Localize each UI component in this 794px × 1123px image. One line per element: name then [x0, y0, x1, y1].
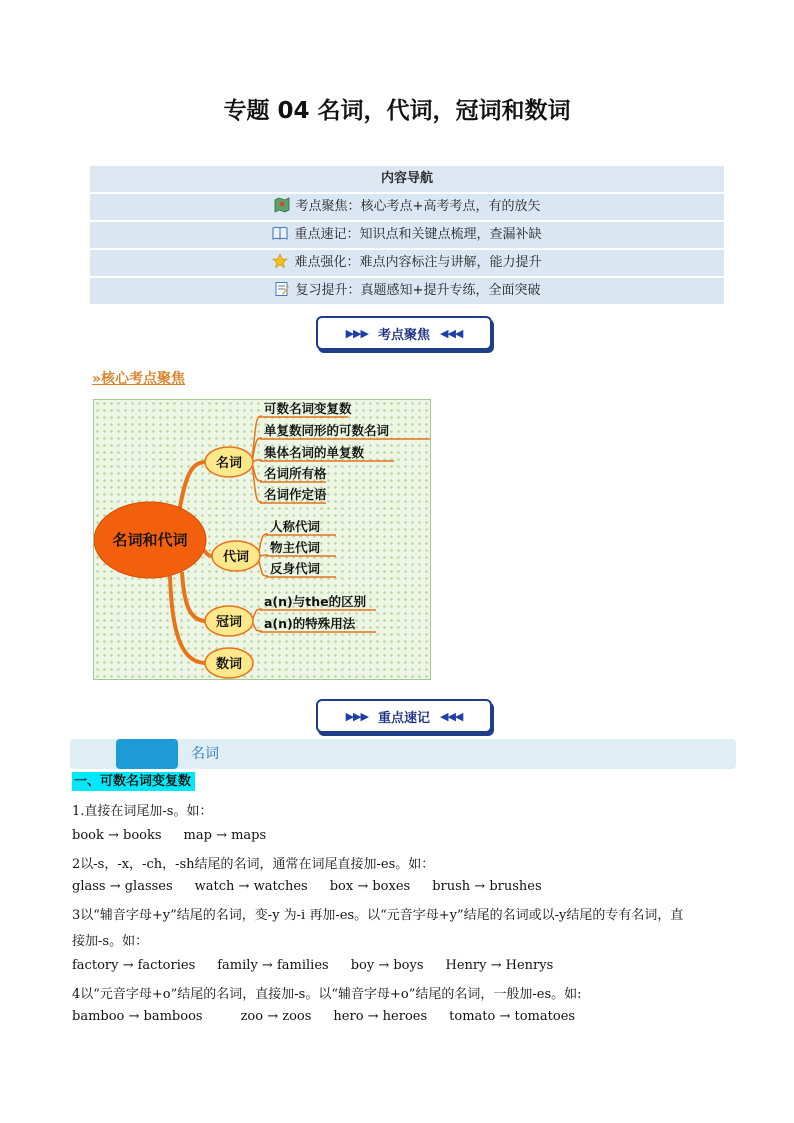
example-item: box → boxes	[329, 879, 411, 894]
example-item: family → families	[217, 958, 329, 973]
mind-map-canvas	[94, 400, 431, 680]
section-heading: 一、可数名词变复数	[72, 772, 195, 791]
example-row	[72, 828, 288, 843]
example-row	[72, 958, 575, 973]
core-points-subheading: »核心考点聚焦	[92, 371, 186, 387]
leaf-item: a(n)的特殊用法	[264, 616, 356, 631]
example-row	[72, 1009, 597, 1024]
nav-item-nandian[interactable]	[90, 250, 724, 276]
leaf-item: 反身代词	[270, 561, 321, 576]
example-item: factory → factories	[72, 958, 196, 973]
leaf-item: 名词所有格	[264, 466, 327, 481]
section-banner-kaodian	[316, 316, 492, 350]
notes-icon	[274, 281, 290, 297]
example-item: boy → boys	[350, 958, 424, 973]
example-item: bamboo → bamboos	[72, 1009, 203, 1024]
nav-item-label: 难点强化：难点内容标注与讲解，能力提升	[294, 255, 542, 270]
mind-map-center-label: 名词和代词	[112, 531, 188, 549]
example-item: glass → glasses	[72, 879, 173, 894]
rule-text: 2以-s，-x，-ch，-sh结尾的名词，通常在词尾直接加-es。如：	[72, 857, 435, 872]
leaf-item: 可数名词变复数	[264, 401, 352, 416]
leaf-item: 物主代词	[270, 540, 321, 555]
branch-label: 冠词	[215, 615, 243, 630]
right-arrows-icon: ▶▶▶	[345, 709, 368, 723]
example-item: brush → brushes	[432, 879, 542, 894]
example-item: watch → watches	[194, 879, 308, 894]
section-banner-zhongdian	[316, 699, 492, 733]
example-row	[72, 879, 564, 894]
leaf-item: 单复数同形的可数名词	[264, 423, 390, 438]
banner-label: 考点聚焦	[377, 327, 430, 343]
leaf-item: a(n)与the的区别	[264, 594, 367, 609]
nav-item-label: 重点速记：知识点和关键点梳理，查漏补缺	[294, 227, 542, 242]
example-item: hero → heroes	[333, 1009, 428, 1024]
nav-item-kaodian[interactable]	[90, 194, 724, 220]
banner-label: 重点速记	[377, 710, 430, 726]
example-item: map → maps	[183, 828, 267, 843]
leaf-item: 集体名词的单复数	[264, 445, 365, 460]
star-icon	[272, 253, 288, 269]
example-item: Henry → Henrys	[445, 958, 554, 973]
map-icon	[274, 197, 290, 213]
rule-text: 1.直接在词尾加-s。如：	[72, 804, 213, 819]
nav-item-label: 考点聚焦：核心考点+高考考点，有的放矢	[295, 199, 541, 214]
kaodian-name: 名词	[191, 746, 219, 762]
left-arrows-icon: ◀◀◀	[440, 709, 463, 723]
kaodian-bar	[70, 739, 736, 769]
nav-item-zhongdian[interactable]	[90, 222, 724, 248]
book-icon	[272, 225, 288, 241]
branch-label: 名词	[215, 456, 243, 471]
example-item: tomato → tomatoes	[449, 1009, 576, 1024]
content-navigation	[90, 166, 724, 306]
right-arrows-icon: ▶▶▶	[345, 326, 368, 340]
nav-header: 内容导航	[90, 166, 724, 192]
mind-map	[93, 399, 431, 680]
nav-item-label: 复习提升：真题感知+提升专练，全面突破	[295, 283, 541, 298]
branch-label: 代词	[222, 550, 250, 565]
kaodian-tag: 考点一	[116, 739, 178, 769]
rule-text: 4以“元音字母+o”结尾的名词，直接加-s。以“辅音字母+o”结尾的名词，一般加-es。如:	[72, 987, 582, 1002]
example-item: book → books	[72, 828, 162, 843]
leaf-item: 人称代词	[270, 519, 321, 534]
rule-text-continued: 接加-s。如：	[72, 934, 149, 949]
rule-text: 3以“辅音字母+y”结尾的名词，变-y 为-i 再加-es。以“元音字母+y”结尾的名词或以-y结尾的专有名词，直	[72, 908, 684, 923]
example-item: zoo → zoos	[240, 1009, 312, 1024]
page-title: 专题 04 名词，代词，冠词和数词	[223, 98, 571, 124]
nav-item-fuxi[interactable]	[90, 278, 724, 304]
branch-label: 数词	[215, 657, 243, 672]
connector-guanci	[182, 572, 206, 621]
leaf-item: 名词作定语	[264, 487, 327, 502]
left-arrows-icon: ◀◀◀	[440, 326, 463, 340]
